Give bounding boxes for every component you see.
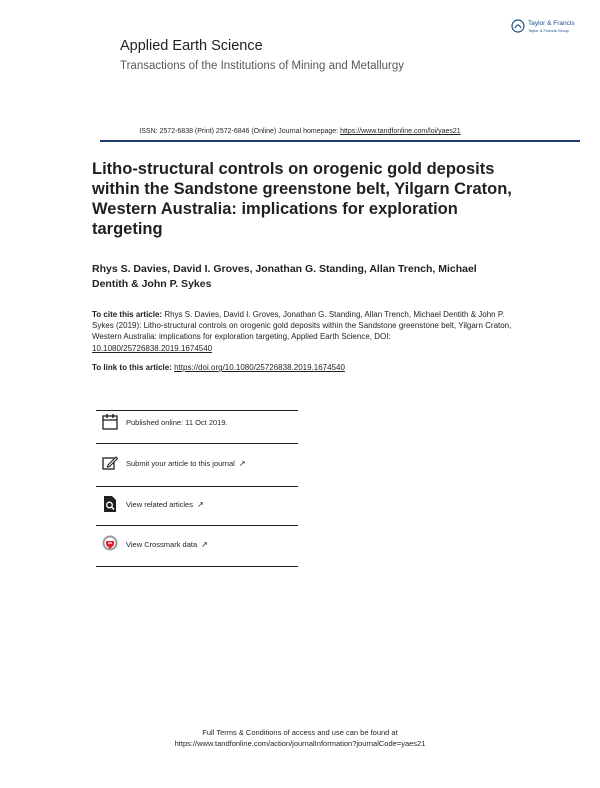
crossmark-link[interactable]: View Crossmark data — [126, 539, 198, 549]
edit-icon — [100, 453, 120, 473]
crossmark-row[interactable] — [100, 533, 208, 555]
external-link-icon: ↗ — [238, 458, 246, 468]
publisher-logo-group: Taylor & Francis Group — [528, 28, 569, 33]
external-link-icon: ↗ — [201, 539, 208, 549]
info-divider-2 — [96, 486, 298, 487]
publisher-logo-icon — [511, 19, 525, 33]
citation-label: To cite this article: — [92, 310, 163, 319]
journal-homepage-link[interactable]: https://www.tandfonline.com/loi/yaes21 — [340, 128, 461, 135]
external-link-icon: ↗ — [196, 499, 204, 509]
issn-line — [0, 128, 600, 135]
citation-block — [92, 309, 512, 354]
info-divider-3 — [96, 525, 298, 526]
info-divider-1 — [96, 443, 298, 444]
published-online-row — [100, 411, 228, 433]
publisher-logo-name: Taylor & Francis — [528, 20, 575, 27]
footer-terms-text: Full Terms & Conditions of access and use can be found at — [202, 728, 398, 737]
search-document-icon — [100, 494, 120, 514]
journal-title: Applied Earth Science — [120, 38, 263, 54]
submit-article-row[interactable] — [100, 452, 246, 474]
header-rule — [100, 140, 580, 142]
article-link-label: To link to this article: — [92, 363, 175, 372]
issn-text: ISSN: 2572-6838 (Print) 2572-6846 (Online) Journal homepage: — [139, 128, 341, 135]
info-divider-bottom — [96, 566, 298, 567]
journal-subtitle: Transactions of the Institutions of Mining and Metallurgy — [120, 60, 405, 72]
related-articles-row[interactable] — [100, 493, 204, 515]
footer — [0, 727, 600, 749]
citation-doi-link[interactable]: 10.1080/25726838.2019.1674540 — [92, 343, 213, 353]
calendar-icon — [100, 412, 120, 432]
related-articles-link[interactable]: View related articles — [126, 499, 193, 509]
article-authors: Rhys S. Davies, David I. Groves, Jonathan G. Standing, Allan Trench, Michael Dentith & John P. Sykes — [92, 263, 477, 290]
article-title: Litho-structural controls on orogenic gold deposits within the Sandstone greenstone belt, Yilgarn Craton, Western Australia: implications for exploration targeting — [92, 160, 512, 238]
article-link-line — [92, 363, 345, 372]
crossmark-icon — [100, 534, 120, 554]
submit-article-link[interactable]: Submit your article to this journal — [126, 458, 235, 468]
article-link-url[interactable]: https://doi.org/10.1080/25726838.2019.1674540 — [174, 363, 345, 372]
footer-journal-info-link[interactable]: https://www.tandfonline.com/action/journalInformation?journalCode=yaes21 — [174, 739, 426, 748]
publisher-logo[interactable] — [510, 18, 588, 36]
published-online-text: Published online: 11 Oct 2019. — [126, 417, 228, 427]
citation-text: Rhys S. Davies, David I. Groves, Jonathan G. Standing, Allan Trench, Michael Dentith & John P. Sykes (2019): Litho-structural controls on orogenic gold deposits within the Sandstone greenstone belt, Yilgarn Craton, Western Australia: implications for exploration targeting, Applied Earth Science, DOI: — [92, 310, 512, 342]
